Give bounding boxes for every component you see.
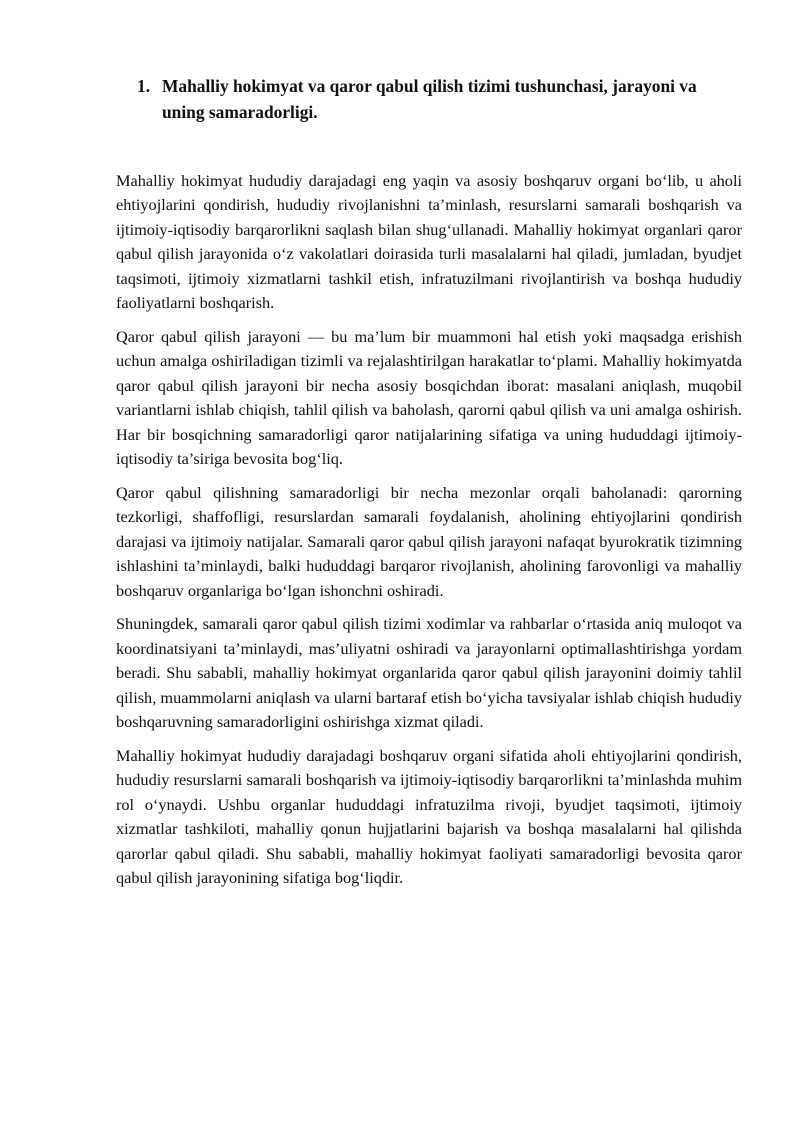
- paragraph-3: Qaror qabul qilishning samaradorligi bir necha mezonlar orqali baholanadi: qarorning tezkorligi, shaffofligi, resurslardan samarali foydalanish, aholining ehtiyojlarini qondirish darajasi va ijtimoiy natijalar. Samarali qaror qabul qilish jarayoni nafaqat byurokratik tizimning ishlashini ta’minlaydi, balki hududdagi barqaror rivojlanish, aholining farovonligi va mahalliy boshqaruv organlariga bo‘lgan ishonchni oshiradi.: [116, 482, 742, 600]
- paragraph-4: Shuningdek, samarali qaror qabul qilish tizimi xodimlar va rahbarlar o‘rtasida aniq muloqot va koordinatsiyani ta’minlaydi, mas’uliyatni oshiradi va jarayonlarni optimallashtirishga yordam beradi. Shu sababli, mahalliy hokimyat organlarida qaror qabul qilish jarayonini doimiy tahlil qilish, muammolarni aniqlash va ularni bartaraf etish bo‘yicha tavsiyalar ishlab chiqish hududiy boshqaruvning samaradorligini oshirishga xizmat qiladi.: [116, 614, 742, 732]
- paragraph-2: Qaror qabul qilish jarayoni — bu ma’lum bir muammoni hal etish yoki maqsadga erishish uchun amalga oshiriladigan tizimli va rejalashtirilgan harakatlar to‘plami. Mahalliy hokimyatda qaror qabul qilish jarayoni bir necha asosiy bosqichdan iborat: masalani aniqlash, muqobil variantlarni ishlab chiqish, tahlil qilish va baholash, qarorni qabul qilish va uni amalga oshirish. Har bir bosqichning samaradorligi qaror natijalarining sifatiga va uning hududdagi ijtimoiy-iqtisodiy ta’siriga bevosita bog‘liq.: [116, 326, 742, 468]
- heading-number: 1.: [137, 76, 151, 96]
- paragraph-5: Mahalliy hokimyat hududiy darajadagi boshqaruv organi sifatida aholi ehtiyojlarini qondirish, hududiy resurslarni samarali boshqarish va ijtimoiy-iqtisodiy barqarorlikni ta’minlashda muhim rol o‘ynaydi. Ushbu organlar hududdagi infratuzilma rivoji, byudjet taqsimoti, ijtimoiy xizmatlar tashkiloti, mahalliy qonun hujjatlarini bajarish va boshqa masalalarni hal qilishda qarorlar qabul qiladi. Shu sababli, mahalliy hokimyat faoliyati samaradorligi bevosita qaror qabul qilish jarayonining sifatiga bog‘liqdir.: [116, 745, 742, 887]
- section-heading: [137, 73, 742, 125]
- paragraph-1: Mahalliy hokimyat hududiy darajadagi eng yaqin va asosiy boshqaruv organi bo‘lib, u aholi ehtiyojlarini qondirish, hududiy rivojlanishni ta’minlash, resurslarni samarali boshqarish va ijtimoiy-iqtisodiy barqarorlikni saqlash bilan shug‘ullanadi. Mahalliy hokimyat organlari qaror qabul qilish jarayonida o‘z vakolatlari doirasida turli masalalarni hal qiladi, jumladan, byudjet taqsimoti, ijtimoiy xizmatlarni tashkil etish, infratuzilmani rivojlantirish va boshqa hududiy faoliyatlarni boshqarish.: [116, 171, 742, 313]
- heading-title: Mahalliy hokimyat va qaror qabul qilish tizimi tushunchasi, jarayoni va uning samaradorligi.: [162, 76, 697, 122]
- document-page: [116, 73, 742, 900]
- document-body: [116, 169, 742, 890]
